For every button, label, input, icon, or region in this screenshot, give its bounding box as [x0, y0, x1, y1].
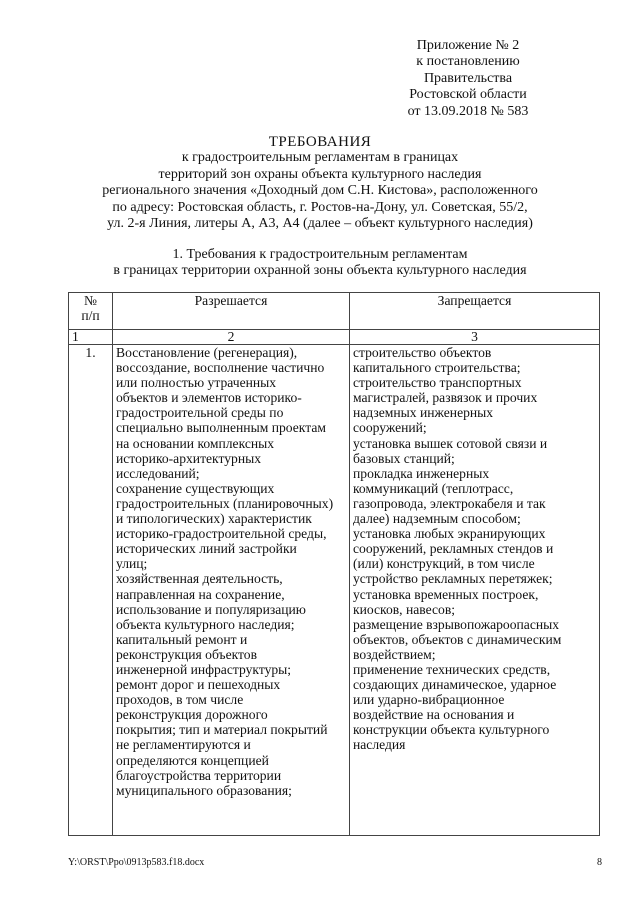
cell-line: установка вышек сотовой связи и: [353, 435, 548, 451]
column-number: 2: [113, 330, 350, 345]
row-number: 1.: [69, 345, 113, 836]
title-line: регионального значения «Доходный дом С.Н. Кистова», расположенного: [102, 183, 538, 199]
cell-line: ремонт дорог и пешеходных: [116, 677, 281, 693]
cell-line: размещение взрывопожароопасных: [353, 616, 560, 632]
cell-line: далее) надземным способом;: [353, 511, 521, 527]
cell-line: капитального строительства;: [353, 360, 521, 376]
cell-line: газопровода, электрокабеля и так: [353, 495, 546, 511]
title-line: к градостроительным регламентам в границах: [181, 150, 459, 166]
document-title: [60, 134, 580, 232]
appendix-line: Правительства: [423, 70, 513, 86]
column-number: 3: [350, 330, 600, 345]
cell-line: Восстановление (регенерация),: [116, 345, 298, 360]
table-header-row: [69, 293, 600, 330]
cell-line: хозяйственная деятельность,: [116, 571, 283, 587]
cell-line: определяются концепцией: [116, 752, 269, 768]
appendix-line: Ростовской области: [409, 87, 527, 103]
title-line: территорий зон охраны объекта культурного наследия: [158, 166, 482, 182]
cell-line: строительство транспортных: [353, 375, 522, 391]
file-path: Y:\ORST\Ppo\0913p583.f18.docx: [68, 857, 205, 868]
cell-line: создающих динамическое, ударное: [353, 677, 557, 693]
header-forbidden: Запрещается: [350, 293, 600, 330]
cell-line: специально выполненным проектам: [116, 420, 326, 436]
cell-line: базовых станций;: [353, 450, 455, 466]
cell-line: благоустройства территории: [116, 767, 282, 783]
header-number: № п/п: [69, 293, 113, 330]
cell-line: реконструкция дорожного: [116, 707, 268, 723]
appendix-line: от 13.09.2018 № 583: [407, 103, 529, 119]
cell-line: историко-архитектурных: [116, 450, 262, 466]
cell-line: воздействием;: [353, 646, 436, 662]
title-line: по адресу: Ростовская область, г. Ростов-на-Дону, ул. Советская, 55/2,: [112, 199, 528, 215]
cell-line: строительство объектов: [353, 345, 492, 360]
title-heading: ТРЕБОВАНИЯ: [268, 134, 372, 150]
cell-line: использование и популяризацию: [116, 601, 306, 617]
cell-line: применение технических средств,: [353, 661, 551, 677]
cell-line: капитальный ремонт и: [116, 631, 248, 647]
cell-line: объекта культурного наследия;: [116, 616, 295, 632]
cell-line: коммуникаций (теплотрасс,: [353, 480, 514, 496]
title-line: ул. 2-я Линия, литеры А, А3, А4 (далее – объект культурного наследия): [107, 216, 533, 232]
cell-line: улиц;: [116, 556, 148, 572]
cell-line: воздействие на основания и: [353, 707, 515, 723]
cell-line: градостроительных (планировочных): [116, 495, 334, 511]
cell-line: конструкции объекта культурного: [353, 722, 550, 738]
appendix-line: Приложение № 2: [416, 38, 520, 53]
cell-line: исследований;: [116, 465, 200, 481]
cell-line: установка любых экранирующих: [353, 526, 546, 542]
cell-line: устройство рекламных перетяжек;: [353, 571, 553, 587]
cell-line: наследия: [353, 737, 406, 753]
forbidden-cell: [350, 345, 600, 836]
cell-line: на основании комплексных: [116, 435, 275, 451]
section-line: 1. Требования к градостроительным регламентам: [172, 247, 468, 262]
allowed-cell: [113, 345, 350, 836]
cell-line: исторических линий застройки: [116, 541, 297, 557]
appendix-line: к постановлению: [416, 54, 520, 70]
cell-line: киосков, навесов;: [353, 601, 456, 617]
column-number: 1: [69, 330, 113, 345]
cell-line: сооружений, рекламных стендов и: [353, 541, 554, 557]
table-row: [69, 345, 600, 836]
cell-line: реконструкция объектов: [116, 646, 258, 662]
column-number-row: [69, 330, 600, 345]
page-number: 8: [597, 857, 602, 868]
cell-line: или полностью утраченных: [116, 375, 277, 391]
cell-line: (или) конструкций, в том числе: [353, 556, 535, 572]
cell-line: историко-градостроительной среды,: [116, 526, 327, 542]
appendix-block: [378, 38, 558, 120]
cell-line: или ударно-вибрационное: [353, 692, 505, 708]
section-heading: [60, 247, 580, 280]
cell-line: инженерной инфраструктуры;: [116, 661, 292, 677]
cell-line: не регламентируются и: [116, 737, 251, 753]
cell-line: градостроительной среды по: [116, 405, 284, 421]
cell-line: воссоздание, восполнение частично: [116, 360, 325, 376]
cell-line: сооружений;: [353, 420, 427, 436]
cell-line: муниципального образования;: [116, 782, 292, 798]
cell-line: покрытия; тип и материал покрытий: [116, 722, 328, 738]
cell-line: направленная на сохранение,: [116, 586, 285, 602]
cell-line: и типологических) характеристик: [116, 511, 312, 527]
cell-line: проходов, в том числе: [116, 692, 244, 708]
requirements-table: [68, 292, 600, 836]
cell-line: надземных инженерных: [353, 405, 494, 421]
header-allowed: Разрешается: [113, 293, 350, 330]
cell-line: объектов и элементов историко-: [116, 390, 302, 406]
cell-line: сохранение существующих: [116, 480, 275, 496]
cell-line: магистралей, развязок и прочих: [353, 390, 538, 406]
section-line: в границах территории охранной зоны объекта культурного наследия: [113, 263, 527, 279]
cell-line: объектов, объектов с динамическим: [353, 631, 562, 647]
cell-line: прокладка инженерных: [353, 465, 490, 481]
cell-line: установка временных построек,: [353, 586, 539, 602]
